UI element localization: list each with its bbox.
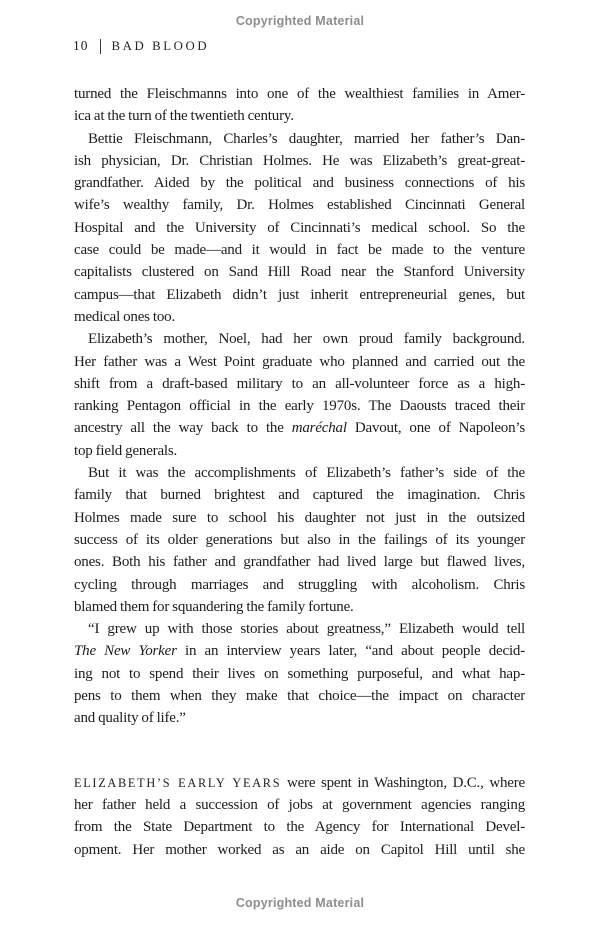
body-paragraph: [74, 83, 525, 128]
text-line: campus—that Elizabeth didn’t just inherit entrepreneurial genes, but: [74, 286, 525, 303]
text-line: shift from a draft-based military to an all-volunteer force as a high-: [74, 375, 525, 392]
text-line: success of its older generations but also in the failings of its younger: [74, 531, 525, 548]
text-line: family that burned brightest and captured the imagination. Chris: [74, 487, 525, 504]
running-head-book-title: BAD BLOOD: [111, 39, 210, 53]
text-line: and quality of life.”: [74, 710, 186, 727]
text-line: ancestry all the way back to the maréchal Davout, one of Napoleon’s: [74, 420, 525, 437]
text-line: Elizabeth’s mother, Noel, had her own proud family background.: [88, 331, 525, 348]
page-number: 10: [73, 38, 89, 53]
body-paragraph: [74, 462, 525, 618]
body-text: [74, 83, 525, 861]
text-line: ica at the turn of the twentieth century.: [74, 108, 294, 125]
text-line: Bettie Fleischmann, Charles’s daughter, married her father’s Dan-: [88, 130, 525, 147]
body-paragraph: [74, 128, 525, 329]
text-line: cycling through marriages and struggling with alcoholism. Chris: [74, 576, 525, 593]
body-paragraph: [74, 772, 525, 861]
text-line: blamed them for squandering the family fortune.: [74, 598, 354, 615]
page-header: [73, 38, 209, 54]
text-line: case could be made—and it would in fact be made to the venture: [74, 242, 525, 259]
text-line: ing not to spend their lives on something purposeful, and what hap-: [74, 665, 525, 682]
text-line: But it was the accomplishments of Elizabeth’s father’s side of the: [88, 465, 525, 482]
text-line: medical ones too.: [74, 308, 175, 325]
text-line: ish physician, Dr. Christian Holmes. He was Elizabeth’s great-great-: [74, 152, 525, 169]
text-line: ones. Both his father and grandfather had lived large but flawed lives,: [74, 554, 525, 571]
header-separator-bar: [100, 39, 101, 54]
text-line: opment. Her mother worked as an aide on Capitol Hill until she: [74, 841, 525, 858]
text-line: capitalists clustered on Sand Hill Road near the Stanford University: [74, 264, 525, 281]
text-line: Her father was a West Point graduate who planned and carried out the: [74, 353, 525, 370]
text-line: from the State Department to the Agency for International Devel-: [74, 819, 525, 836]
text-line: turned the Fleischmanns into one of the wealthiest families in Amer-: [74, 86, 525, 102]
text-line: “I grew up with those stories about greatness,” Elizabeth would tell: [88, 621, 525, 638]
copyright-notice-top: Copyrighted Material: [235, 14, 365, 28]
text-line: wife’s wealthy family, Dr. Holmes established Cincinnati General: [74, 197, 525, 214]
text-line: top field generals.: [74, 442, 178, 459]
text-line: Holmes made sure to school his daughter not just in the outsized: [74, 509, 525, 526]
copyright-notice-bottom: Copyrighted Material: [235, 896, 365, 910]
text-line: pens to them when they make that choice—the impact on character: [74, 688, 525, 705]
text-line: Hospital and the University of Cincinnati’s medical school. So the: [74, 219, 525, 236]
text-line: The New Yorker in an interview years later, “and about people decid-: [74, 643, 525, 660]
text-line: ranking Pentagon official in the early 1970s. The Daousts traced their: [74, 398, 525, 415]
text-line: her father held a succession of jobs at government agencies ranging: [74, 796, 525, 813]
text-line: grandfather. Aided by the political and business connections of his: [74, 175, 525, 192]
body-paragraph: [74, 328, 525, 462]
text-line: ELIZABETH’S EARLY YEARS were spent in Washington, D.C., where: [74, 774, 525, 791]
body-paragraph: [74, 618, 525, 729]
